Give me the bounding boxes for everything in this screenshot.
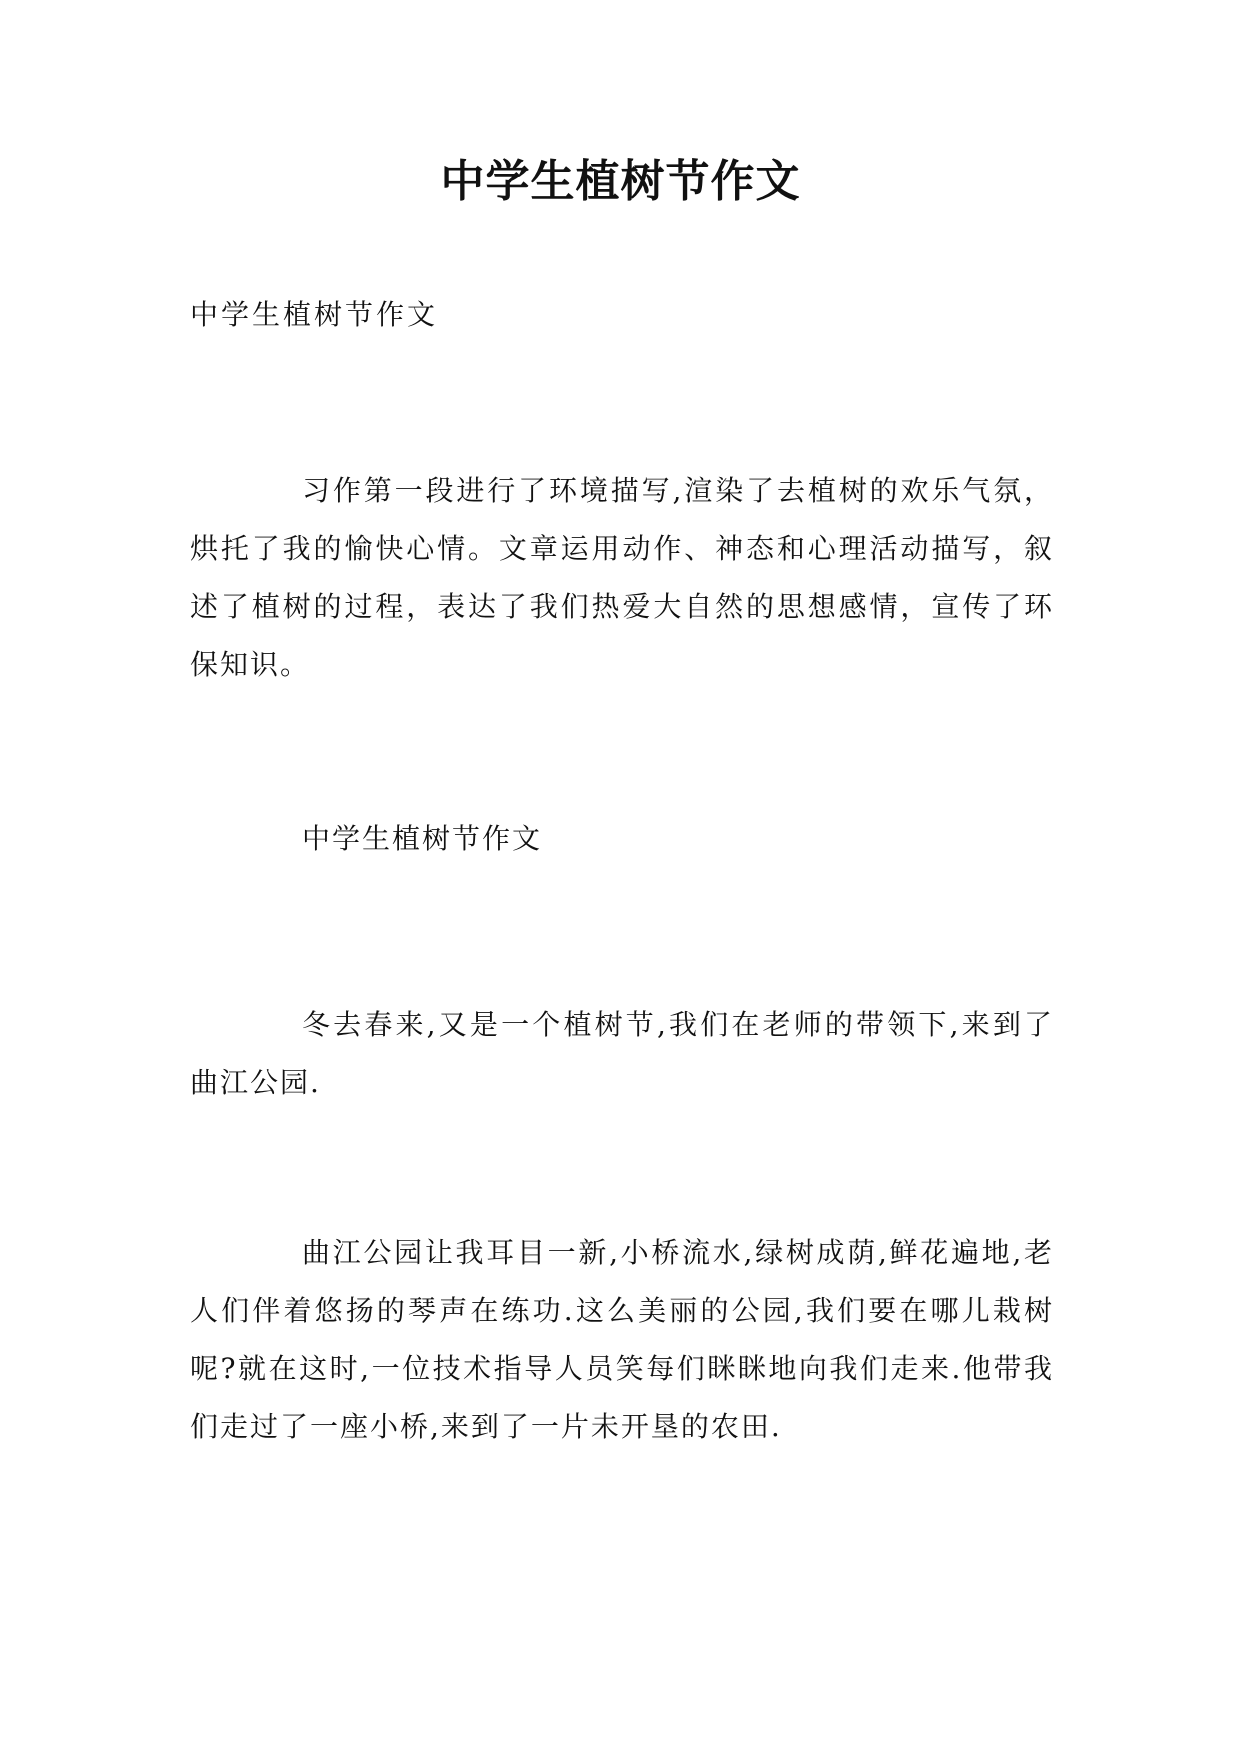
document-subtitle: 中学生植树节作文	[190, 298, 439, 331]
paragraph-arrival: 冬去春来,又是一个植树节,我们在老师的带领下,来到了曲江公园.	[190, 1008, 1054, 1099]
paragraph-park-description: 曲江公园让我耳目一新,小桥流水,绿树成荫,鲜花遍地,老人们伴着悠扬的琴声在练功.这么美丽的公园,我们要在哪儿栽树呢?就在这时,一位技术指导人员笑每们眯眯地向我们走来.他带我们走过了一座小桥,来到了一片未开垦的农田.	[190, 1236, 1054, 1443]
document-title: 中学生植树节作文	[440, 156, 801, 207]
paragraph-intro-summary: 习作第一段进行了环境描写,渲染了去植树的欢乐气氛，烘托了我的愉快心情。文章运用动作、神态和心理活动描写，叙述了植树的过程，表达了我们热爱大自然的思想感情，宣传了环保知识。	[190, 474, 1054, 681]
paragraph-essay-heading: 中学生植树节作文	[302, 822, 543, 855]
